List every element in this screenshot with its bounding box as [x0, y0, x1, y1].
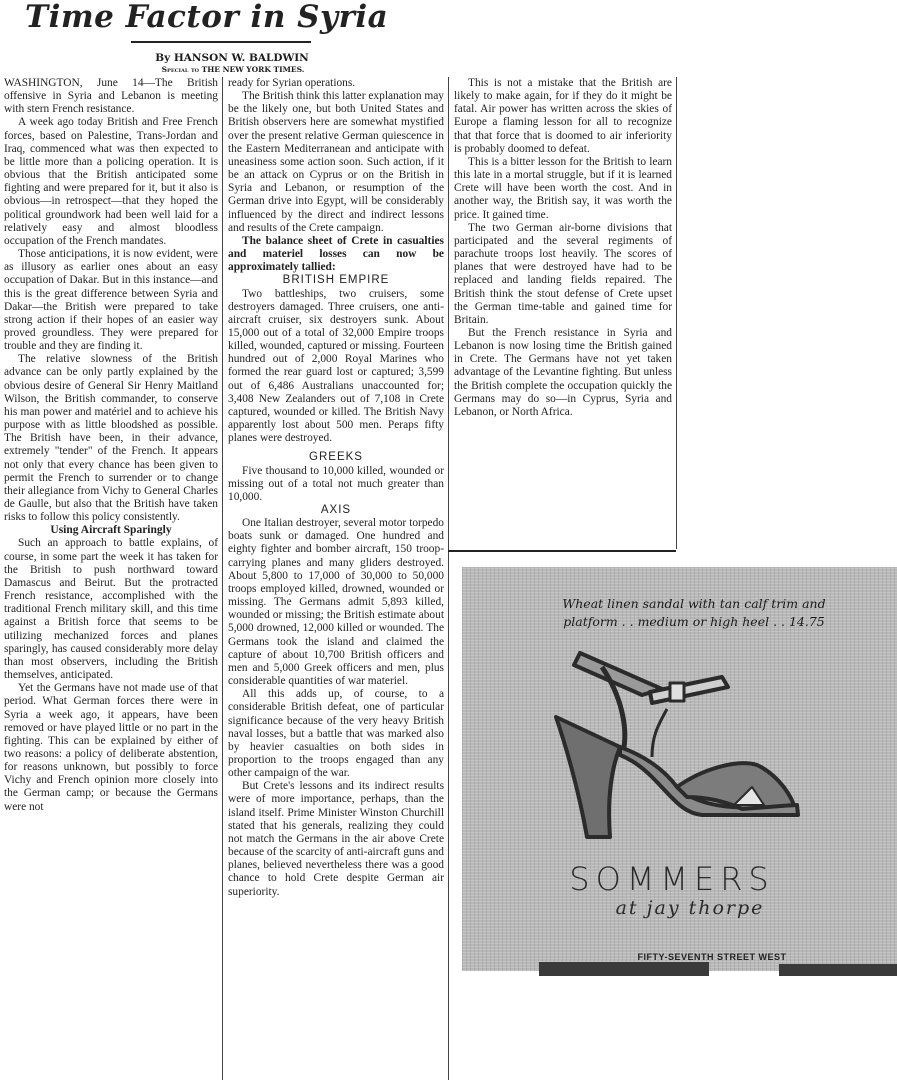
paragraph: But the French resistance in Syria and Lebanon is now losing time the British gained in Crete. The Germans have not yet taken advantage of the Levantine fighting. But unless the British complete the occupation quickly the Germans may do so—in Cyprus, Syria and Lebanon, or North Africa.: [454, 326, 672, 418]
section-heading: GREEKS: [309, 451, 363, 464]
headline-rule: [131, 41, 311, 43]
paragraph: The balance sheet of Crete in casualties and materiel losses can now be approximately tallied:: [228, 234, 444, 274]
ad-copy-line: Wheat linen sandal with tan calf trim and: [562, 596, 826, 611]
article-column-1: [4, 77, 218, 814]
buckle: [670, 683, 684, 701]
column-end-rule: [448, 550, 676, 552]
paragraph: WASHINGTON, June 14—The British offensive in Syria and Lebanon is meeting with stern French resistance.: [4, 77, 218, 116]
ad-decorative-bar: [779, 964, 897, 976]
paragraph: Yet the Germans have not made use of that period. What German forces there were in Syria a week ago, it appears, have been removed or have played little or no part in the fighting. This can be explained by either of two reasons: a policy of deliberate abstention, for reasons unknown, but possibly to force Vichy and French opinion more closely into the German camp; or because the Germans were not: [4, 682, 218, 813]
ad-address: FIFTY-SEVENTH STREET WEST: [637, 952, 787, 962]
section-text: Two battleships, two cruisers, some destroyers damaged. Three cruisers, one anti-aircraft cruiser, six destroyers sunk. About 15,000 out of a total of 32,000 Empire troops killed, wounded, captured or missing. Fourteen hundred out of 2,000 Royal Marines who formed the rear guard lost or captured; 3,599 out of 6,486 Australians unaccounted for; 3,408 New Zealanders out of 7,108 in Crete captured, wounded or killed. The British Navy apparently lost about 500 men. Peraps fifty planes were destroyed.: [228, 287, 444, 445]
byline: By HANSON W. BALDWIN: [155, 52, 309, 64]
paragraph: ready for Syrian operations.: [228, 77, 356, 89]
paragraph: This is not a mistake that the British are likely to make again, for if they do it might be fatal. Air power has written across the skies of Europe a flaming lesson for all to recognize that that force that is doomed to air inferiority is probably doomed to defeat.: [454, 77, 672, 155]
section-text: Five thousand to 10,000 killed, wounded or missing out of a total not much greater than 10,000.: [228, 464, 444, 503]
column-rule: [222, 77, 223, 1080]
headline: Time Factor in Syria: [25, 0, 389, 35]
shoe-advertisement: [462, 567, 897, 971]
ad-decorative-bar: [539, 962, 709, 976]
heel: [556, 717, 620, 837]
ad-copy-line: platform . . medium or high heel . . 14.75: [563, 614, 825, 629]
dateline-credit: Special to THE NEW YORK TIMES.: [161, 65, 305, 74]
paragraph: The relative slowness of the British advance can be only partly explained by the obvious desire of General Sir Henry Maitland Wilson, the British commander, to conserve his man power and matériel and to achieve his purpose with as little bloodshed as possible. The British have been, in their advance, extremely "tender" of the French. It appears not only that every chance has been given to permit the French to surrender or to change their allegiance from Vichy to General Charles de Gaulle, but also that the British have taken risks to follow this policy consistently.: [4, 353, 218, 524]
article-column-2: [228, 77, 444, 899]
paragraph: A week ago today British and Free French forces, based on Palestine, Trans-Jordan and Iraq, commenced what was then expected to be little more than a policing operation. It is obvious that the British anticipated some fighting and were prepared for it, but it also is obvious—in retrospect—that they hoped the political groundwork had been well laid for a relatively easy and almost bloodless occupation of the French mandates.: [4, 116, 218, 247]
column-rule: [676, 77, 677, 549]
section-heading: BRITISH EMPIRE: [282, 274, 390, 287]
ad-store-name: at jay thorpe: [615, 897, 765, 919]
section-text: One Italian destroyer, several motor torpedo boats sunk or damaged. One hundred and eighty fighter and bomber aircraft, 150 troop-carrying planes and many gliders destroyed. About 5,800 to 17,000 of 30,000 to 50,000 troops employed killed, drowned, wounded or missing. The Germans admit 5,893 killed, wounded or missing; the British estimate about 5,000 drowned, 12,000 killed or wounded. The Germans took the island and claimed the capture of about 10,700 British officers and men and 5,000 Greek officers and men, plus considerable quantities of war materiel.: [228, 517, 444, 688]
paragraph: This is a bitter lesson for the British to learn this late in a mortal struggle, but if it is learned Crete will have been worth the cost. And in another way, the British say, it was worth the price. It gained time.: [454, 155, 672, 221]
paragraph: All this adds up, of course, to a considerable British defeat, one of particular significance because of the very heavy British naval losses, but a battle that was marked also by heavier casualties on both sides in proportion to the troops engaged than any other campaign of the war.: [228, 688, 444, 780]
column-rule: [448, 77, 449, 1080]
paragraph: The British think this latter explanation may be the likely one, but both United States and British observers here are somewhat mystified over the present relative German quiescence in the Eastern Mediterranean and anticipate with uneasiness some action soon. Such action, if it be an attack on Cyprus or on the British in Syria and Lebanon, or resumption of the German drive into Egypt, will be considerably influenced by the direct and indirect lessons and results of the Crete campaign.: [228, 90, 444, 234]
sandal-illustration: [502, 637, 832, 867]
section-heading: AXIS: [320, 504, 352, 516]
ad-brand-name: SOMMERS: [569, 860, 775, 898]
paragraph: But Crete's lessons and its indirect results were of more importance, perhaps, than the island itself. Prime Minister Winston Churchill stated that his generals, realizing they could not match the Germans in the air above Crete because of the scarcity of anti-aircraft guns and planes, believed nevertheless there was a good chance to hold Crete despite German air superiority.: [228, 780, 445, 898]
buckle-strap: [650, 677, 728, 703]
article-column-3: [454, 77, 672, 419]
subheading: Using Aircraft Sparingly: [50, 524, 172, 537]
ad-copy: [534, 595, 854, 631]
paragraph: Such an approach to battle explains, of course, in some part the week it has taken for the British to push northward toward Damascus and Beirut. But the protracted French resistance, accomplished with the traditional French military skill, and this time against a British force that seems to be utilizing mechanized forces and planes sparingly, has caused considerably more delay than most observers, including the British themselves, anticipated.: [4, 537, 218, 682]
paragraph: The two German air-borne divisions that participated and the several regiments of parachute troops lost heavily. The scores of planes that were destroyed have had to be replaced and landing fields repaired. The British think the stout defense of Crete upset the German time-table and gained time for Britain.: [454, 221, 672, 326]
ankle-strap: [574, 653, 662, 695]
paragraph: Those anticipations, it is now evident, were as illusory as earlier ones about an easy occupation of Dakar. But in this instance—and this is the great difference between Syria and Dakar—the British were prepared to take strong action if their hopes of an easier way proved groundless. They were prepared for trouble and they are finding it.: [4, 248, 218, 353]
